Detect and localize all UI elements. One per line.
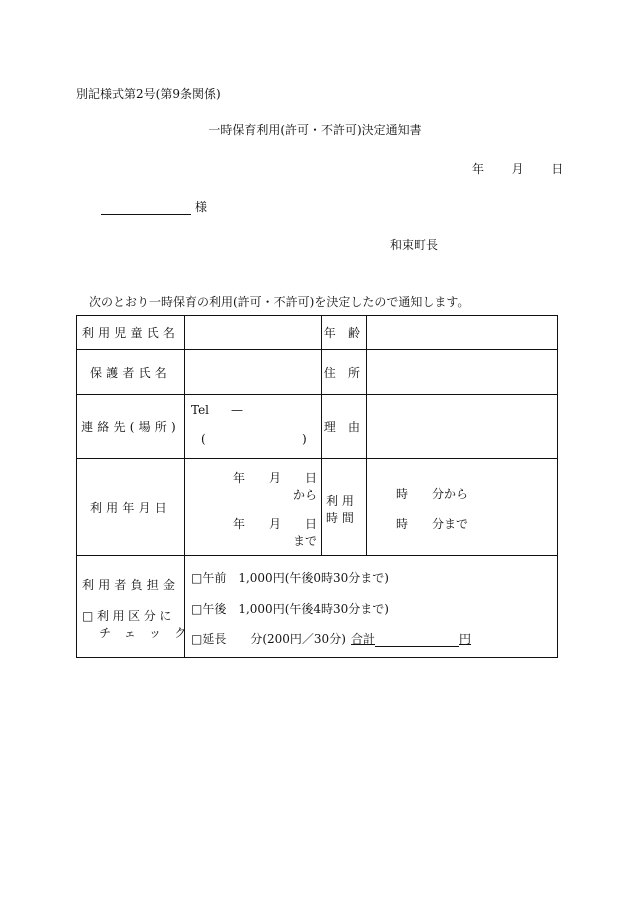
row-use-date <box>77 459 558 556</box>
age-value <box>367 316 558 350</box>
check-label-2: チェック <box>99 626 200 640</box>
date-from-ymd: 年 月 日 <box>233 471 318 485</box>
row-fee <box>77 556 558 658</box>
addressee-name-line <box>101 200 191 215</box>
option-morning[interactable]: □午前 1,000円(午後0時30分まで) <box>191 571 389 585</box>
use-time-label-1: 利 用 <box>326 494 354 508</box>
use-time-label-2: 時 間 <box>326 511 354 525</box>
child-name-label: 利用児童氏名 <box>77 316 185 350</box>
date-year: 年 <box>472 162 485 176</box>
time-from: 時 分から <box>396 487 469 501</box>
form-number: 別記様式第2号(第9条関係) <box>76 87 221 101</box>
yen-label: 円 <box>459 632 472 646</box>
tel-label: Tel <box>191 403 210 417</box>
date-to-suffix: まで <box>293 534 318 548</box>
document-title: 一時保育利用(許可・不許可)決定通知書 <box>208 123 422 137</box>
date-month: 月 <box>511 162 524 176</box>
paren-open: ( <box>201 432 206 446</box>
use-date-label: 利用年月日 <box>77 459 185 556</box>
contact-value <box>185 395 322 459</box>
addressee-suffix: 様 <box>195 200 208 214</box>
issuer: 和束町長 <box>390 238 439 252</box>
time-to: 時 分まで <box>396 517 469 531</box>
date-from-suffix: から <box>293 488 318 502</box>
address-label: 住 所 <box>322 350 367 395</box>
fee-label-cell <box>77 556 200 658</box>
guardian-name-value <box>185 350 322 395</box>
reason-label: 理 由 <box>322 395 367 459</box>
total-field <box>351 630 471 647</box>
paren-close: ) <box>302 432 307 446</box>
guardian-name-label: 保護者氏名 <box>77 350 185 395</box>
row-guardian <box>77 350 558 395</box>
fee-options-cell <box>185 556 558 658</box>
total-label: 合計 <box>351 632 376 646</box>
row-contact <box>77 395 558 459</box>
use-time-label <box>322 459 367 556</box>
fee-label: 利用者負担金 <box>82 578 180 592</box>
addressee <box>101 198 207 215</box>
date-day: 日 <box>551 162 564 176</box>
reason-value <box>367 395 558 459</box>
use-time-value <box>367 459 558 556</box>
tel-dash: — <box>231 403 243 417</box>
option-extension[interactable]: □延長 分(200円／30分) <box>191 632 346 646</box>
age-label: 年 齢 <box>322 316 367 350</box>
total-blank <box>375 633 459 647</box>
notice-text: 次のとおり一時保育の利用(許可・不許可)を決定したので通知します。 <box>89 295 470 309</box>
decision-form-table <box>76 315 558 658</box>
issue-date <box>472 160 563 177</box>
check-label-1: □利用区分に <box>82 609 175 623</box>
address-value <box>367 350 558 395</box>
use-date-value <box>185 459 322 556</box>
date-to-ymd: 年 月 日 <box>233 517 318 531</box>
row-child-name <box>77 316 558 350</box>
contact-label: 連絡先(場所) <box>77 395 185 459</box>
option-afternoon[interactable]: □午後 1,000円(午後4時30分まで) <box>191 602 389 616</box>
child-name-value <box>185 316 322 350</box>
